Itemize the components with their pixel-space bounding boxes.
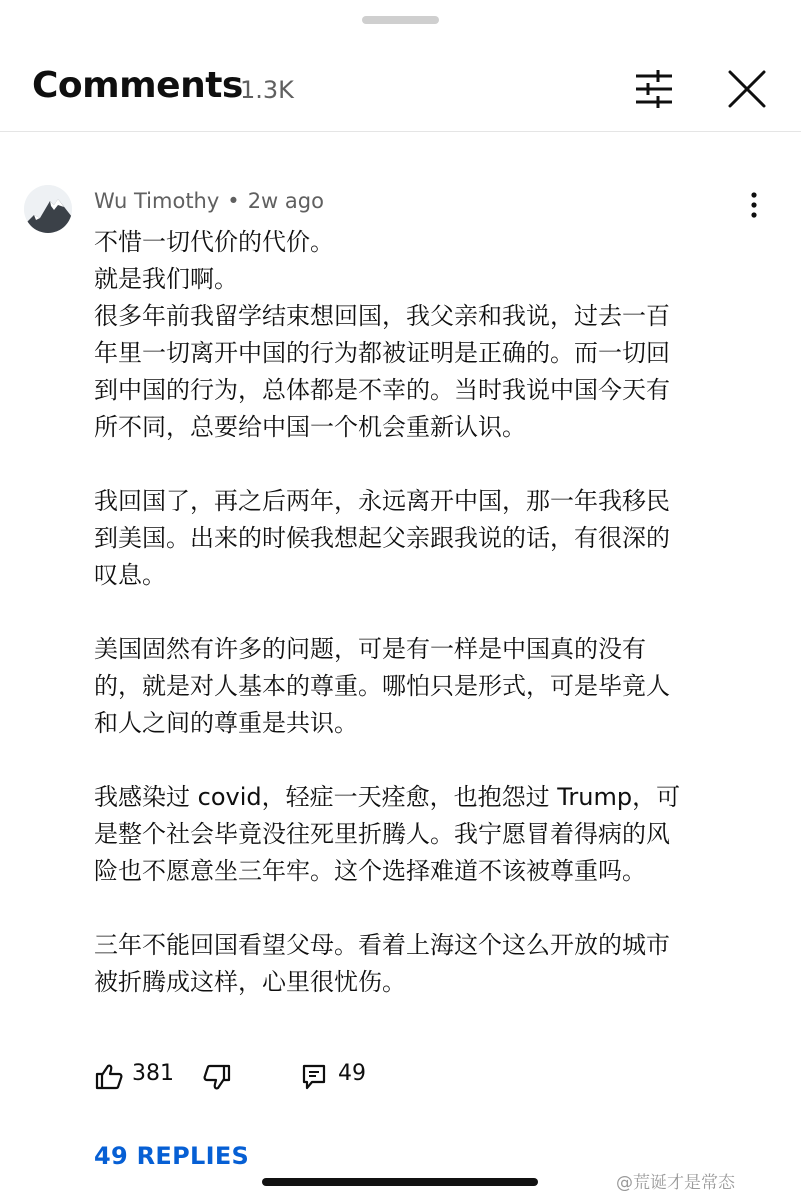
- comment-paragraph: [94, 927, 764, 1001]
- comment-line: 所不同，总要给中国一个机会重新认识。: [94, 413, 526, 441]
- comment-line: 我感染过 covid，轻症一天痊愈，也抱怨过 Trump，可: [94, 783, 681, 811]
- comment-line: 不惜一切代价的代价。: [94, 228, 334, 256]
- comment-line: 是整个社会毕竟没往死里折腾人。我宁愿冒着得病的风: [94, 820, 670, 848]
- watermark: @荒诞才是常态: [616, 1173, 735, 1193]
- comment-line: 到美国。出来的时候我想起父亲跟我说的话，有很深的: [94, 524, 670, 552]
- reply-count: 49: [338, 1061, 366, 1086]
- comment-text: [94, 224, 764, 1038]
- comment-line: 和人之间的尊重是共识。: [94, 709, 358, 737]
- comment-icon: [300, 1062, 328, 1092]
- comment-paragraph: [94, 631, 764, 742]
- comment-meta: [94, 188, 324, 214]
- comment-time: 2w ago: [247, 189, 324, 213]
- comment-paragraph: [94, 483, 764, 594]
- close-icon: [722, 64, 772, 114]
- comment-line: 年里一切离开中国的行为都被证明是正确的。而一切回: [94, 339, 670, 367]
- comment-line: 险也不愿意坐三年牢。这个选择难道不该被尊重吗。: [94, 857, 646, 885]
- comment-line: 我回国了，再之后两年，永远离开中国，那一年我移民: [94, 487, 670, 515]
- like-count: 381: [132, 1061, 174, 1086]
- home-indicator: [262, 1178, 538, 1186]
- comment-more-button[interactable]: [740, 190, 768, 220]
- view-replies-button[interactable]: 49 REPLIES: [94, 1142, 250, 1170]
- mountain-avatar-icon: [24, 185, 72, 233]
- thumb-up-icon: [94, 1062, 124, 1092]
- header-divider: [0, 131, 801, 132]
- close-button[interactable]: [722, 64, 772, 114]
- comment-line: 很多年前我留学结束想回国，我父亲和我说，过去一百: [94, 302, 670, 330]
- comment-line: 就是我们啊。: [94, 265, 238, 293]
- comment-author[interactable]: Wu Timothy: [94, 189, 220, 213]
- reply-button[interactable]: [300, 1057, 328, 1097]
- sort-filter-button[interactable]: [628, 66, 680, 112]
- comment-line: 叹息。: [94, 561, 166, 589]
- sliders-icon: [628, 66, 680, 112]
- thumb-down-icon: [202, 1062, 232, 1092]
- like-button[interactable]: [94, 1057, 124, 1097]
- comment-paragraph: [94, 224, 764, 446]
- comment-line: 美国固然有许多的问题，可是有一样是中国真的没有: [94, 635, 646, 663]
- comments-header: [0, 30, 801, 132]
- comment-line: 的，就是对人基本的尊重。哪怕只是形式，可是毕竟人: [94, 672, 670, 700]
- sheet-drag-handle[interactable]: [362, 16, 439, 24]
- comment-actions: [94, 1057, 454, 1097]
- comment-paragraph: [94, 779, 764, 890]
- meta-separator: •: [227, 189, 240, 213]
- comment-line: 三年不能回国看望父母。看着上海这个这么开放的城市: [94, 931, 670, 959]
- dislike-button[interactable]: [202, 1057, 232, 1097]
- comments-count: 1.3K: [240, 76, 294, 104]
- comments-title: Comments: [32, 65, 243, 106]
- more-vertical-icon: [740, 190, 768, 220]
- comment-line: 被折腾成这样，心里很忧伤。: [94, 968, 406, 996]
- comment-line: 到中国的行为，总体都是不幸的。当时我说中国今天有: [94, 376, 670, 404]
- avatar[interactable]: [24, 185, 72, 233]
